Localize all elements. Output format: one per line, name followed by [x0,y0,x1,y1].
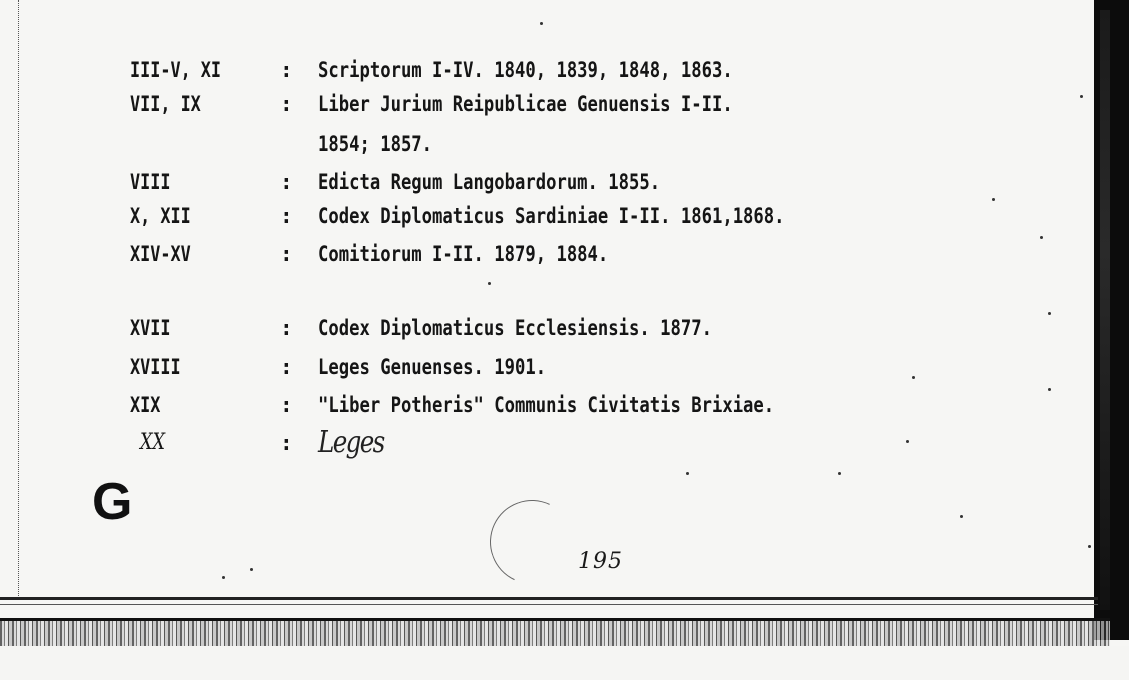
scan-speck [488,282,491,285]
separator: : [280,393,293,417]
volume-number: VII, IX [130,92,201,116]
handwritten-entry: Leges [318,425,384,460]
entry-description: 1854; 1857. [318,132,433,156]
volume-number: XIX [130,393,161,417]
scan-speck [686,472,689,475]
separator: : [280,242,293,266]
scan-speck [838,472,841,475]
scan-noise-edge [0,618,1110,621]
bottom-rule-thin [0,604,1098,605]
entry-description: "Liber Potheris" Communis Civitatis Brixiae. [318,393,775,417]
scan-speck [906,440,909,443]
volume-number: X, XII [130,204,191,228]
volume-number: XVIII [130,355,181,379]
scan-speck [540,22,543,25]
separator: : [280,204,293,228]
scan-noise-strip [0,618,1110,646]
entry-description: Codex Diplomaticus Ecclesiensis. 1877. [318,316,712,340]
volume-number: XIV-XV [130,242,191,266]
scan-speck [222,576,225,579]
volume-number: XX [140,430,166,455]
scan-speck [1088,545,1091,548]
volume-number: XVII [130,316,171,340]
right-frame-shade [1100,10,1110,610]
separator: : [280,92,293,116]
entry-description: Liber Jurium Reipublicae Genuensis I-II. [318,92,733,116]
separator: : [280,170,293,194]
separator: : [280,355,293,379]
volume-number: III-V, XI [130,58,222,82]
entry-description: Scriptorum I-IV. 1840, 1839, 1848, 1863. [318,58,733,82]
entry-description: Codex Diplomaticus Sardiniae I-II. 1861,1868. [318,204,785,228]
scan-speck [1048,388,1051,391]
page-number: 195 [578,549,623,574]
bottom-rule [0,597,1098,600]
scan-speck [960,515,963,518]
entry-description: Leges Genuenses. 1901. [318,355,547,379]
index-letter: G [92,473,133,531]
separator: : [280,431,293,455]
entry-description: Comitiorum I-II. 1879, 1884. [318,242,609,266]
scan-speck [1048,312,1051,315]
separator: : [280,316,293,340]
volume-number: VIII [130,170,171,194]
scan-speck [992,198,995,201]
scan-speck [1040,236,1043,239]
scan-speck [1080,95,1083,98]
page-margin-bottom [0,646,1129,680]
scan-speck [912,376,915,379]
scan-speck [250,568,253,571]
entry-description: Edicta Regum Langobardorum. 1855. [318,170,661,194]
separator: : [280,58,293,82]
